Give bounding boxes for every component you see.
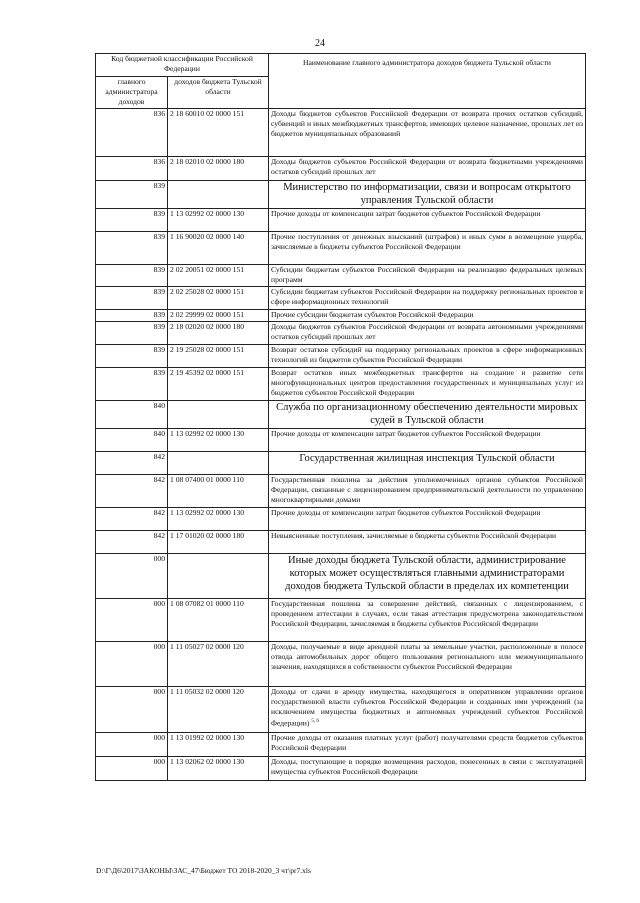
income-name-text: Возврат остатков иных межбюджетных трансфертов на создание и развитие сети многофункциональных центров предоставления государственных и муниципальных услуг из бюджетов субъектов Российской Федерации [271,367,583,398]
section-row [96,553,586,598]
income-code: 2 19 25028 02 0000 151 [168,344,269,367]
income-code: 2 18 02010 02 0000 180 [168,156,269,180]
table-row [96,156,586,180]
table-row [96,231,586,264]
income-name [269,231,586,264]
income-code: 2 02 20051 02 0000 151 [168,264,269,286]
income-name-text: Доходы, поступающие в порядке возмещения расходов, понесенных в связи с эксплуатацией имущества субъектов Российской Федерации [271,756,583,776]
admin-code: 000 [96,641,168,686]
admin-code: 839 [96,180,168,208]
admin-code: 000 [96,686,168,732]
table-row [96,428,586,451]
header-admin-name: Наименование главного администратора доходов бюджета Тульской области [269,54,586,109]
income-name [269,756,586,780]
table-row [96,530,586,553]
income-name [269,686,586,732]
admin-code: 836 [96,108,168,156]
income-name-text: Доходы от сдачи в аренду имущества, находящегося в оперативном управлении органов государственной власти субъектов Российской Федерации и созданных ими учреждений (за исключением имущества бюджетных и автономных учреждений субъектов Российской Федерации) [271,686,583,728]
income-code: 1 08 07400 01 0000 110 [168,474,269,507]
admin-code: 839 [96,208,168,231]
budget-classification-table [95,53,586,781]
section-title: Иные доходы бюджета Тульской области, администрирование которых может осуществляться главными администраторами доходов бюджета Тульской области в пределах их компетенции [269,553,586,598]
income-name [269,108,586,156]
income-name-text: Прочие доходы от компенсации затрат бюджетов субъектов Российской Федерации [271,208,541,218]
income-code: 2 02 25028 02 0000 151 [168,286,269,309]
table-row [96,264,586,286]
table-row [96,367,586,400]
table-row [96,732,586,756]
admin-code: 839 [96,231,168,264]
table-row [96,756,586,780]
admin-code: 000 [96,598,168,641]
table-row [96,474,586,507]
income-name-text: Возврат остатков субсидий на поддержку региональных проектов в сфере информационных технологий из бюджетов субъектов Российской Федерации [271,344,583,364]
income-name [269,264,586,286]
table-row [96,286,586,309]
income-name [269,286,586,309]
admin-code: 000 [96,756,168,780]
income-code: 1 13 02992 02 0000 130 [168,428,269,451]
table-row [96,309,586,321]
income-name [269,309,586,321]
income-name [269,598,586,641]
income-name-text: Невыясненные поступления, зачисляемые в бюджеты субъектов Российской Федерации [271,530,557,540]
income-code: 1 17 01020 02 0000 180 [168,530,269,553]
table-row [96,686,586,732]
admin-code: 840 [96,400,168,428]
admin-code: 836 [96,156,168,180]
income-code: 2 19 45392 02 0000 151 [168,367,269,400]
income-name [269,367,586,400]
income-name-text: Прочие доходы от компенсации затрат бюджетов субъектов Российской Федерации [271,507,541,517]
admin-code: 839 [96,309,168,321]
income-name-text: Доходы бюджетов субъектов Российской Федерации от возврата бюджетными учреждениями остатков субсидий прошлых лет [271,156,583,176]
header-income-code: доходов бюджета Тульской области [168,77,269,109]
income-code: 1 16 90020 02 0000 140 [168,231,269,264]
admin-code: 839 [96,344,168,367]
income-name [269,156,586,180]
income-name [269,641,586,686]
table-row [96,108,586,156]
section-title: Министерство по информатизации, связи и вопросам открытого управления Тульской области [269,180,586,208]
income-name-text: Доходы бюджетов субъектов Российской Федерации от возврата автономными учреждениями остатков субсидий прошлых лет [271,321,583,341]
admin-code: 842 [96,507,168,530]
table-row [96,598,586,641]
income-name-text: Субсидии бюджетам субъектов Российской Федерации на поддержку региональных проектов в сфере информационных технологий [271,286,583,306]
income-code: 2 18 02020 02 0000 180 [168,321,269,344]
income-code: 1 13 02992 02 0000 130 [168,507,269,530]
income-name-text: Прочие доходы от компенсации затрат бюджетов субъектов Российской Федерации [271,428,541,438]
income-code: 1 11 05032 02 0000 120 [168,686,269,732]
admin-code: 842 [96,451,168,474]
income-name [269,344,586,367]
income-name-text: Прочие поступления от денежных взысканий (штрафов) и иных сумм в возмещение ущерба, зачисляемые в бюджеты субъектов Российской Федерации [271,231,583,251]
income-code: 2 02 29999 02 0000 151 [168,309,269,321]
table-row [96,344,586,367]
admin-code: 842 [96,530,168,553]
income-code-empty [168,451,269,474]
admin-code: 839 [96,264,168,286]
admin-code: 839 [96,321,168,344]
section-title: Служба по организационному обеспечению деятельности мировых судей в Тульской области [269,400,586,428]
income-name-text: Прочие субсидии бюджетам субъектов Российской Федерации [271,309,474,319]
income-code: 1 13 02992 02 0000 130 [168,208,269,231]
table-row [96,641,586,686]
income-name-text: Доходы, получаемые в виде арендной платы за земельные участки, расположенные в полосе отвода автомобильных дорог общего пользования регионального или межмуниципального значения, находящихся в собственности субъектов Российской Федерации [271,641,583,672]
income-name-text: Доходы бюджетов субъектов Российской Федерации от возврата прочих остатков субсидий, субвенций и иных межбюджетных трансфертов, имеющих целевое назначение, прошлых лет из бюджетов муниципальных образований [271,108,583,139]
section-title: Государственная жилищная инспекция Тульской области [269,451,586,474]
income-code: 1 13 02062 02 0000 130 [168,756,269,780]
income-code: 1 11 05027 02 0000 120 [168,641,269,686]
footnote-marker: 5, 6 [311,719,319,725]
admin-code: 839 [96,367,168,400]
admin-code: 839 [96,286,168,309]
page-number: 24 [315,38,325,49]
table-header-row [96,54,586,77]
table-row [96,507,586,530]
income-name-text: Прочие доходы от оказания платных услуг (работ) получателями средств бюджетов субъектов Российской Федерации [271,732,583,752]
income-name [269,474,586,507]
header-classification-code: Код бюджетной классификации Российской Федерации [96,54,269,77]
header-main-admin: главного администратора доходов [96,77,168,109]
admin-code: 000 [96,732,168,756]
income-name [269,428,586,451]
income-name [269,732,586,756]
table-row [96,208,586,231]
section-row [96,180,586,208]
file-path-footer: D:\Г\Д6\2017\ЗАКОНЫ\ЗАС_47\Бюджет ТО 2018-2020_3 чт\pr7.xls [96,866,311,875]
income-name-text: Государственная пошлина за совершение действий, связанных с лицензированием, с проведением аттестации в случаях, если такая аттестация предусмотрена законодательством Российской Федерации, зачисляемая в бюджеты субъектов Российской Федерации [271,598,583,629]
table-row [96,321,586,344]
income-name [269,208,586,231]
section-row [96,400,586,428]
income-name-text: Государственная пошлина за действия уполномоченных органов субъектов Российской Федерации, связанные с лицензированием предпринимательской деятельности по управлению многоквартирными домами [271,474,583,505]
admin-code: 842 [96,474,168,507]
income-name [269,530,586,553]
income-code: 1 08 07082 01 0000 110 [168,598,269,641]
income-code-empty [168,180,269,208]
income-name-text: Субсидии бюджетам субъектов Российской Федерации на реализацию федеральных целевых программ [271,264,583,284]
income-name [269,507,586,530]
income-code-empty [168,400,269,428]
income-code: 1 13 01992 02 0000 130 [168,732,269,756]
admin-code: 840 [96,428,168,451]
income-code: 2 18 60010 02 0000 151 [168,108,269,156]
section-row [96,451,586,474]
admin-code: 000 [96,553,168,598]
income-code-empty [168,553,269,598]
income-name [269,321,586,344]
